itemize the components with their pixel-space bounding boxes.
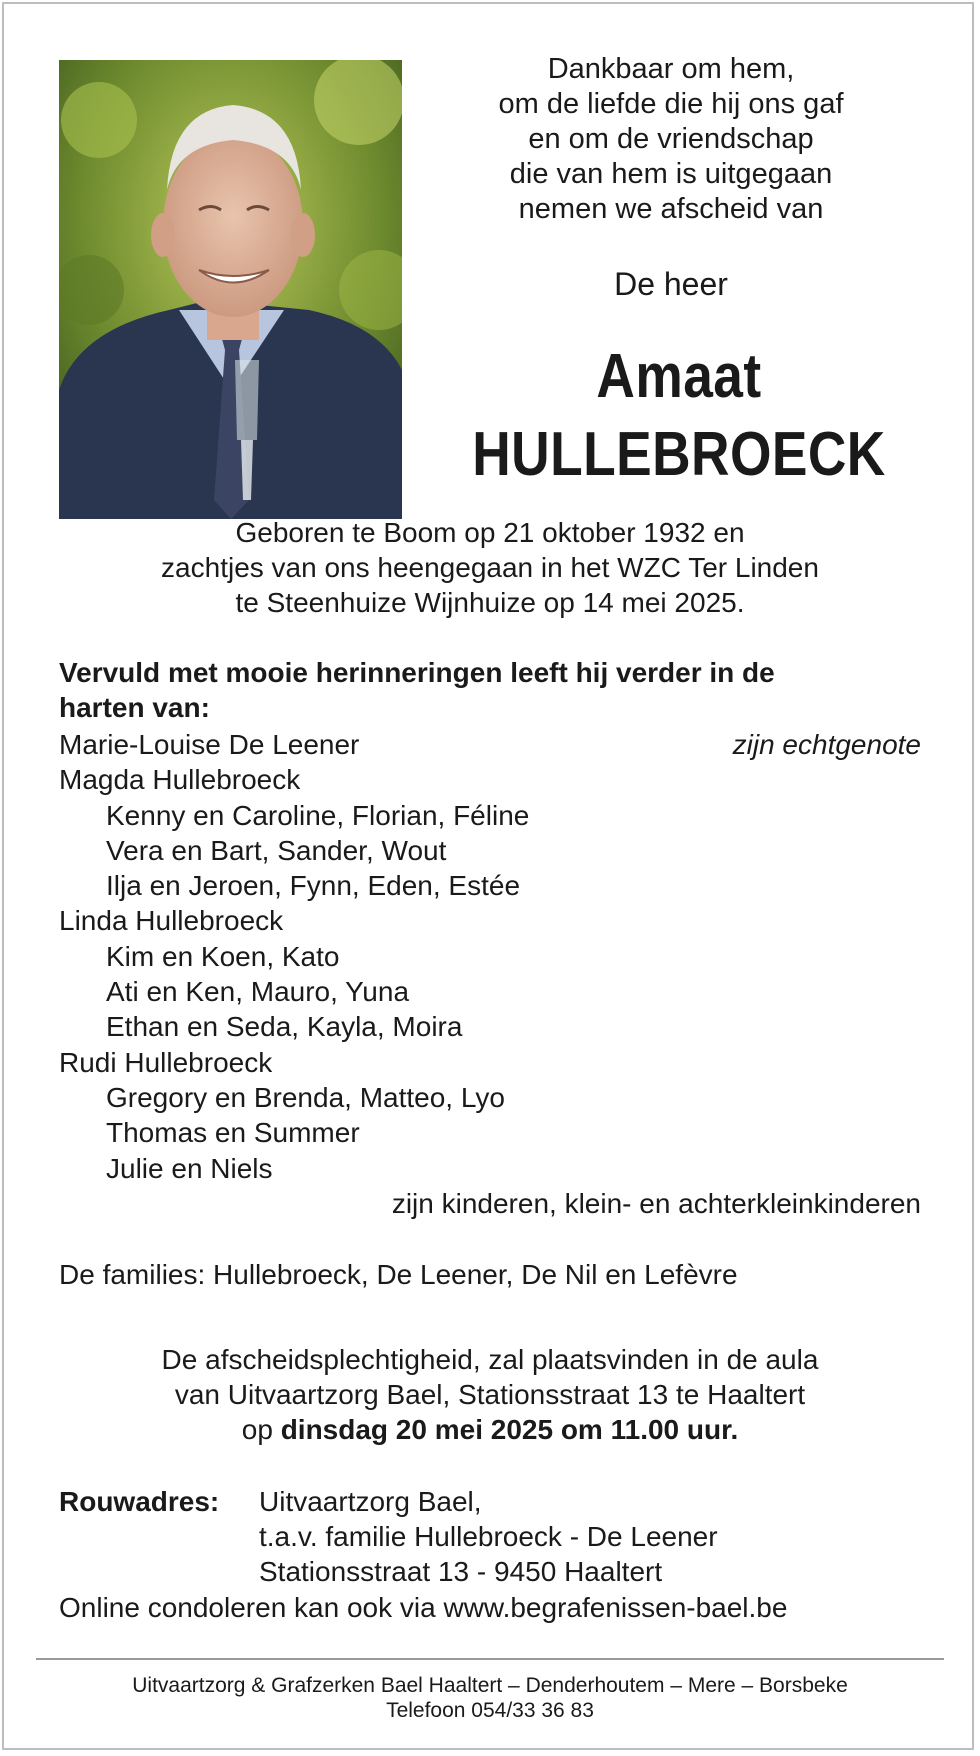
grandchild-line: Ethan en Seda, Kayla, Moira (106, 1011, 463, 1043)
survivors-heading (59, 655, 929, 725)
child-name: Linda Hullebroeck (59, 905, 284, 937)
family-summary: zijn kinderen, klein- en achterkleinkinderen (391, 1188, 921, 1219)
online-condolence: Online condoleren kan ook via www.begrafenissen-bael.be (59, 1592, 788, 1623)
grandchild-line: Ati en Ken, Mauro, Yuna (106, 976, 410, 1008)
child-name: Rudi Hullebroeck (59, 1046, 273, 1078)
footer-company: Uitvaartzorg & Grafzerken Bael Haaltert – Denderhoutem – Mere – Borsbeke (132, 1674, 848, 1697)
birth-line: zachtjes van ons heengegaan in het WZC Ter Linden (161, 552, 819, 583)
ceremony-line: De afscheidsplechtigheid, zal plaatsvinden in de aula (161, 1344, 819, 1375)
heading-line: harten van: (59, 692, 210, 723)
intro-line: Dankbaar om hem, (547, 53, 795, 85)
heading-line: Vervuld met mooie herinneringen leeft hij verder in de (59, 657, 775, 688)
ceremony-date-line (59, 1412, 921, 1447)
grandchild-line: Kenny en Caroline, Florian, Féline (106, 799, 530, 831)
ceremony-text (59, 1342, 921, 1447)
birth-death-text (59, 515, 921, 620)
ceremony-line: van Uitvaartzorg Bael, Stationsstraat 13 te Haaltert (174, 1379, 806, 1410)
ceremony-date-prefix: op (241, 1414, 273, 1445)
spouse-role: zijn echtgenote (732, 729, 921, 760)
grandchild-line: Kim en Koen, Kato (106, 940, 340, 972)
address-line: Stationsstraat 13 - 9450 Haaltert (259, 1556, 663, 1587)
family-list (59, 727, 921, 1186)
child-name: Magda Hullebroeck (59, 764, 301, 796)
birth-line: Geboren te Boom op 21 oktober 1932 en (235, 517, 745, 548)
first-name: Amaat (596, 342, 762, 411)
address-line: t.a.v. familie Hullebroeck - De Leener (259, 1521, 718, 1552)
grandchild-line: Gregory en Brenda, Matteo, Lyo (106, 1081, 505, 1113)
honorific: De heer (614, 266, 728, 302)
mourning-address (59, 1484, 921, 1589)
grandchild-line: Julie en Niels (106, 1152, 273, 1184)
intro-text (420, 52, 922, 227)
portrait-photo (59, 60, 402, 519)
address-label: Rouwadres: (59, 1486, 220, 1517)
footer-divider (36, 1658, 944, 1660)
grandchild-line: Ilja en Jeroen, Fynn, Eden, Estée (106, 870, 521, 902)
intro-line: nemen we afscheid van (518, 193, 824, 225)
grandchild-line: Vera en Bart, Sander, Wout (106, 834, 447, 866)
grandchild-line: Thomas en Summer (106, 1117, 360, 1149)
last-name: HULLEBROECK (472, 420, 886, 489)
intro-line: om de liefde die hij ons gaf (498, 88, 844, 120)
families-line: De families: Hullebroeck, De Leener, De Nil en Lefèvre (59, 1259, 738, 1290)
address-line: Uitvaartzorg Bael, (259, 1486, 482, 1517)
birth-line: te Steenhuize Wijnhuize op 14 mei 2025. (235, 587, 745, 618)
deceased-name (456, 338, 901, 494)
footer-phone: Telefoon 054/33 36 83 (386, 1699, 594, 1722)
footer (36, 1673, 944, 1723)
ceremony-date: dinsdag 20 mei 2025 om 11.00 uur. (280, 1414, 739, 1445)
intro-line: en om de vriendschap (528, 123, 814, 155)
spouse-name: Marie-Louise De Leener (59, 729, 360, 760)
intro-line: die van hem is uitgegaan (509, 158, 833, 190)
spouse-row (59, 727, 921, 762)
